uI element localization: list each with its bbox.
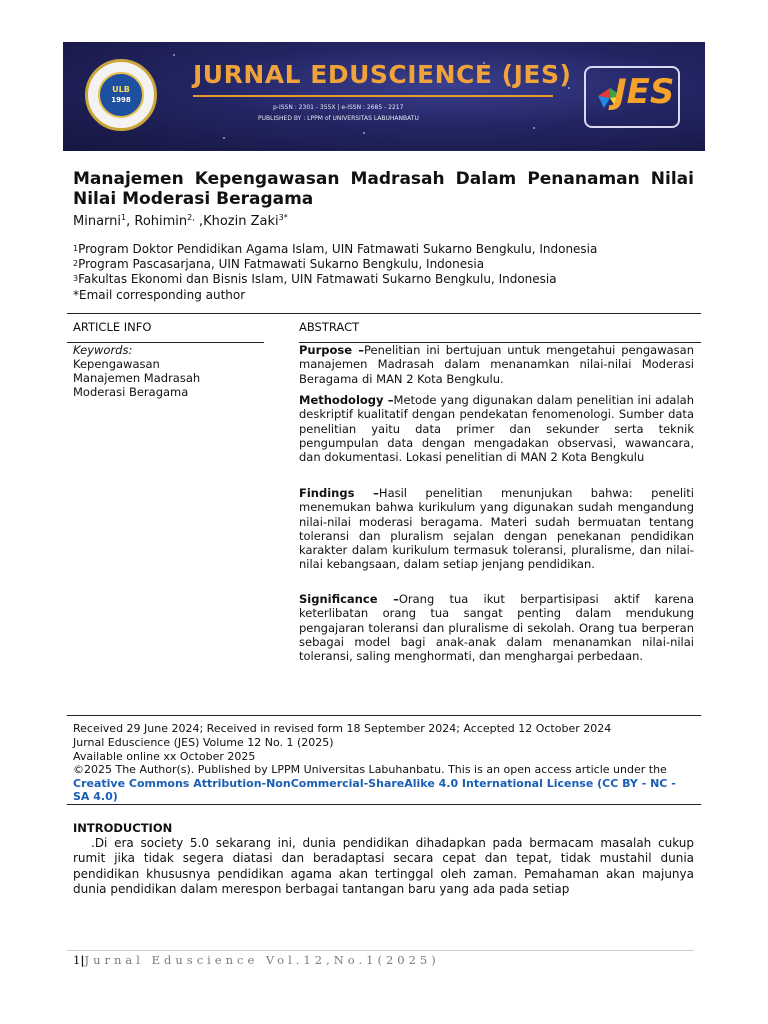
university-logo	[85, 59, 157, 131]
license-link[interactable]: Creative Commons Attribution-NonCommercial-ShareAlike 4.0 International License (CC BY - NC - SA 4.0)	[73, 776, 676, 803]
footer-journal: Jurnal Eduscience Vol.12,No.1(2025)	[84, 953, 440, 967]
page-footer	[73, 953, 440, 967]
abstract-purpose: Purpose –Penelitian ini bertujuan untuk mengetahui pengawasan manajemen Madrasah dalam menanamkan nilai-nilai Moderasi Beragama di MAN 2 Kota Bengkulu.	[299, 343, 694, 386]
online-date: Available online xx October 2025	[73, 750, 256, 763]
author-name: Khozin Zaki	[203, 214, 279, 229]
keyword-item: Kepengawasan	[73, 357, 160, 371]
corresponding-note: *Email corresponding author	[73, 288, 246, 302]
author-sup: 1	[121, 213, 127, 222]
footer-separator: |	[80, 953, 85, 967]
affiliation: $^3$Fakultas Ekonomi dan Bisnis Islam, UIN Fatmawati Sukarno Bengkulu, Indonesia	[73, 272, 557, 286]
page-number: 1	[73, 953, 81, 967]
abstract-significance: Significance –Orang tua ikut berpartisipasi aktif karena keterlibatan orang tua sangat penting dalam mendukung pengajaran toleransi dan pluralisme di sekolah. Orang tua berperan sebagai model bagi anak-anak dalam menanamkan nilai-nilai toleransi, saling menghormati, dan menghargai perbedaan.	[299, 592, 694, 664]
volume-info: Jurnal Eduscience (JES) Volume 12 No. 1 (2025)	[73, 736, 334, 749]
affiliation: $^2$Program Pascasarjana, UIN Fatmawati Sukarno Bengkulu, Indonesia	[73, 257, 485, 271]
divider	[67, 313, 701, 314]
abstract-heading: ABSTRACT	[299, 320, 360, 334]
jes-logo	[584, 66, 680, 128]
abstract-findings: Findings –Hasil penelitian menunjukan bahwa: peneliti menemukan bahwa kurikulum yang digunakan sudah mengandung nilai-nilai moderasi beragama. Materi sudah bermuatan tentang toleransi dan pluralism sejalan dengan penekanan pendidikan karakter dalam kurikulum termasuk toleransi, pluralisme, dan nilai-nilai kebangsaan, dalam setiap jenjang pendidikan.	[299, 486, 694, 572]
journal-banner	[63, 42, 705, 151]
author-sup: 3*	[278, 213, 288, 222]
article-info-heading: ARTICLE INFO	[73, 320, 152, 334]
keyword-item: Moderasi Beragama	[73, 385, 189, 399]
publisher-line: PUBLISHED BY : LPPM of UNIVERSITAS LABUHANBATU	[258, 115, 419, 122]
article-title: Manajemen Kepengawasan Madrasah Dalam Penanaman Nilai Nilai Moderasi Beragama	[73, 169, 694, 209]
author-sup: 2,	[187, 213, 195, 222]
received-dates: Received 29 June 2024; Received in revised form 18 September 2024; Accepted 12 October 2024	[73, 722, 612, 735]
introduction-text: .Di era society 5.0 sekarang ini, dunia pendidikan dihadapkan pada bermacam masalah cukup rumit jika tidak segera diatasi dan beradaptasi secara cepat dan tepat, tidak mustahil dunia pendidikan khususnya pendidikan agama akan tertinggal oleh zaman. Pemahaman akan majunya dunia pendidikan dalam merespon berbagai tantangan baru yang ada pada setiap	[73, 836, 694, 896]
keyword-item: Manajemen Madrasah	[73, 371, 201, 385]
logo-ulb-text: ULB	[112, 85, 130, 94]
footer-divider	[67, 950, 694, 951]
jes-logo-text: JES	[614, 72, 675, 112]
author-name: Rohimin	[134, 214, 188, 229]
journal-title: JURNAL EDUSCIENCE (JES)	[193, 60, 572, 89]
author-name: Minarni	[73, 214, 122, 229]
title-underline	[193, 95, 553, 97]
divider	[67, 804, 701, 805]
issn-line: p-ISSN : 2301 - 355X | e-ISSN : 2685 - 2217	[273, 104, 404, 111]
affiliation: $^1$Program Doktor Pendidikan Agama Islam, UIN Fatmawati Sukarno Bengkulu, Indonesia	[73, 242, 598, 256]
abstract-methodology: Methodology –Metode yang digunakan dalam penelitian ini adalah deskriptif kualitatif dengan pendekatan fenomenologi. Sumber data penelitian yaitu data primer dan sekunder serta teknik pengumpulan data dengan mengadakan observasi, wawancara, dan dokumentasi. Lokasi penelitian di MAN 2 Kota Bengkulu	[299, 393, 694, 465]
divider	[67, 715, 701, 716]
copyright-notice: ©2025 The Author(s). Published by LPPM Universitas Labuhanbatu. This is an open access article under the Creative Commons Attribution-NonCommercial-ShareAlike 4.0 International License (CC BY - NC - SA 4.0)	[73, 763, 676, 803]
author-list: Minarni$^1$, Rohimin$^{2,}$ ,Khozin Zaki$^{3*}$	[73, 213, 288, 229]
introduction-heading: INTRODUCTION	[73, 821, 173, 835]
logo-year-text: 1998	[111, 96, 131, 104]
keywords-label: Keywords:	[73, 343, 133, 357]
